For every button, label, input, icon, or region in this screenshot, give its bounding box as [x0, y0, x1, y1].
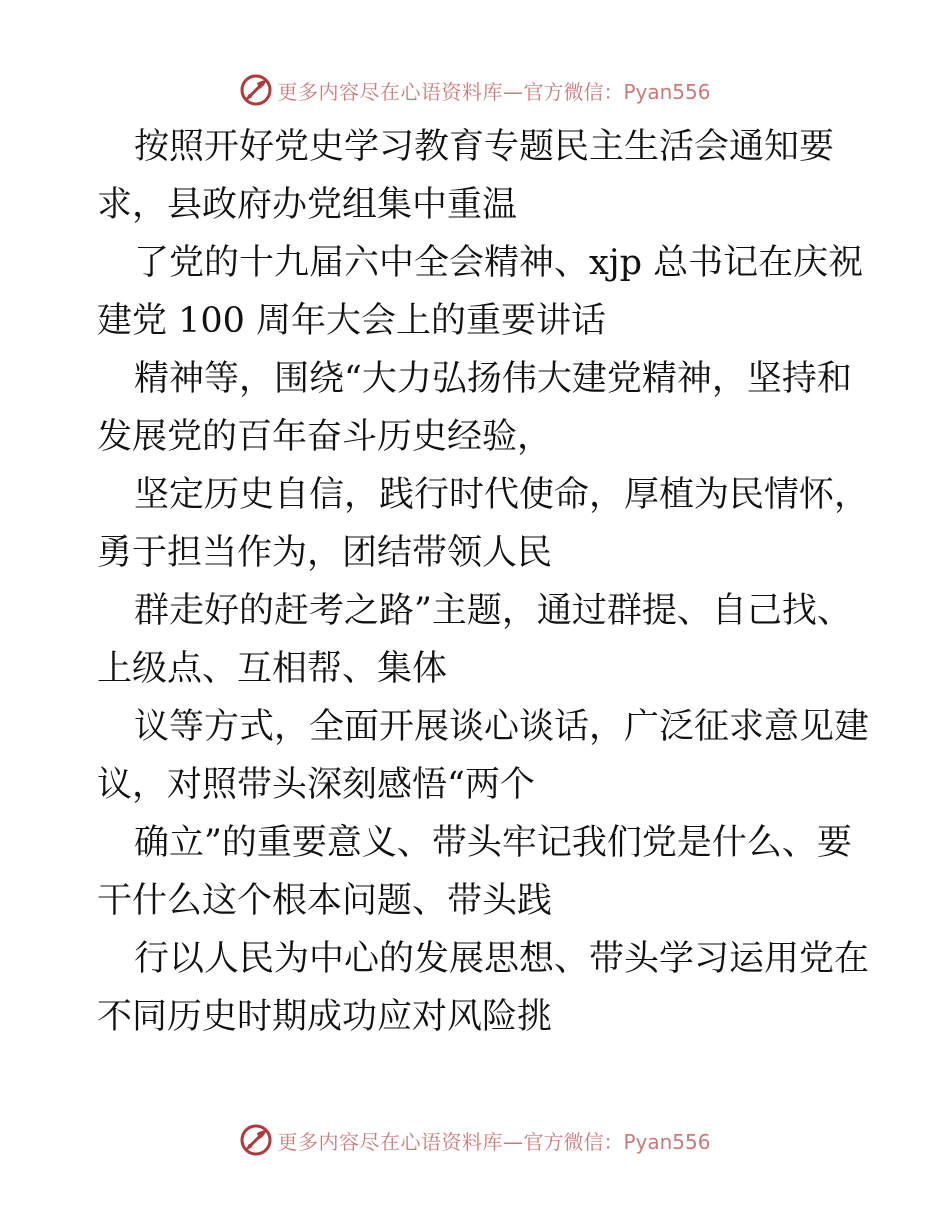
paragraph-line: 勇于担当作为，团结带领人民: [97, 533, 553, 573]
banner-wechat: 官方微信：Pyan556: [523, 79, 711, 104]
document-body: [97, 118, 870, 1046]
paragraph-line: 上级点、互相帮、集体: [97, 649, 448, 689]
banner-wechat: 官方微信：Pyan556: [523, 1129, 711, 1154]
banner-text: 更多内容尽在心语资料库—: [277, 79, 524, 104]
paragraph-line: 议，对照带头深刻感悟“两个: [97, 765, 535, 805]
paragraph-line: 群走好的赶考之路”主题，通过群提、自己找、: [134, 591, 852, 631]
paragraph-line: 不同历史时期成功应对风险挑: [97, 997, 553, 1037]
paragraph-line: 干什么这个根本问题、带头践: [97, 881, 553, 921]
paragraph-line: 按照开好党史学习教育专题民主生活会通知要: [134, 127, 835, 167]
paragraph: [97, 466, 870, 582]
paragraph-line: 求，县政府办党组集中重温: [97, 185, 518, 225]
paragraph-line: 议等方式，全面开展谈心谈话，广泛征求意见建: [134, 707, 870, 747]
paragraph-line: 行以人民为中心的发展思想、带头学习运用党在: [134, 939, 870, 979]
paragraph: [97, 698, 870, 814]
paragraph: [97, 814, 867, 930]
paragraph: [97, 118, 867, 234]
paragraph-line: 发展党的百年奋斗历史经验，: [97, 417, 553, 457]
paragraph: [97, 930, 870, 1046]
paragraph: [97, 350, 867, 466]
paragraph-line: 精神等，围绕“大力弘扬伟大建党精神，坚持和: [134, 359, 852, 399]
paragraph-line: 了党的十九届六中全会精神、xjp 总书记在庆祝: [134, 243, 864, 283]
paragraph-line: 坚定历史自信，践行时代使命，厚植为民情怀，: [134, 475, 870, 515]
banner-text: 更多内容尽在心语资料库—: [277, 1129, 524, 1154]
quill-logo-icon: [239, 1123, 273, 1157]
paragraph-line: 确立”的重要意义、带头牢记我们党是什么、要: [134, 823, 852, 863]
paragraph: [97, 234, 867, 350]
quill-logo-icon: [239, 73, 273, 107]
paragraph: [97, 582, 867, 698]
footer-banner: [0, 1120, 950, 1160]
paragraph-line: 建党 100 周年大会上的重要讲话: [97, 301, 607, 341]
header-banner: [0, 70, 950, 110]
